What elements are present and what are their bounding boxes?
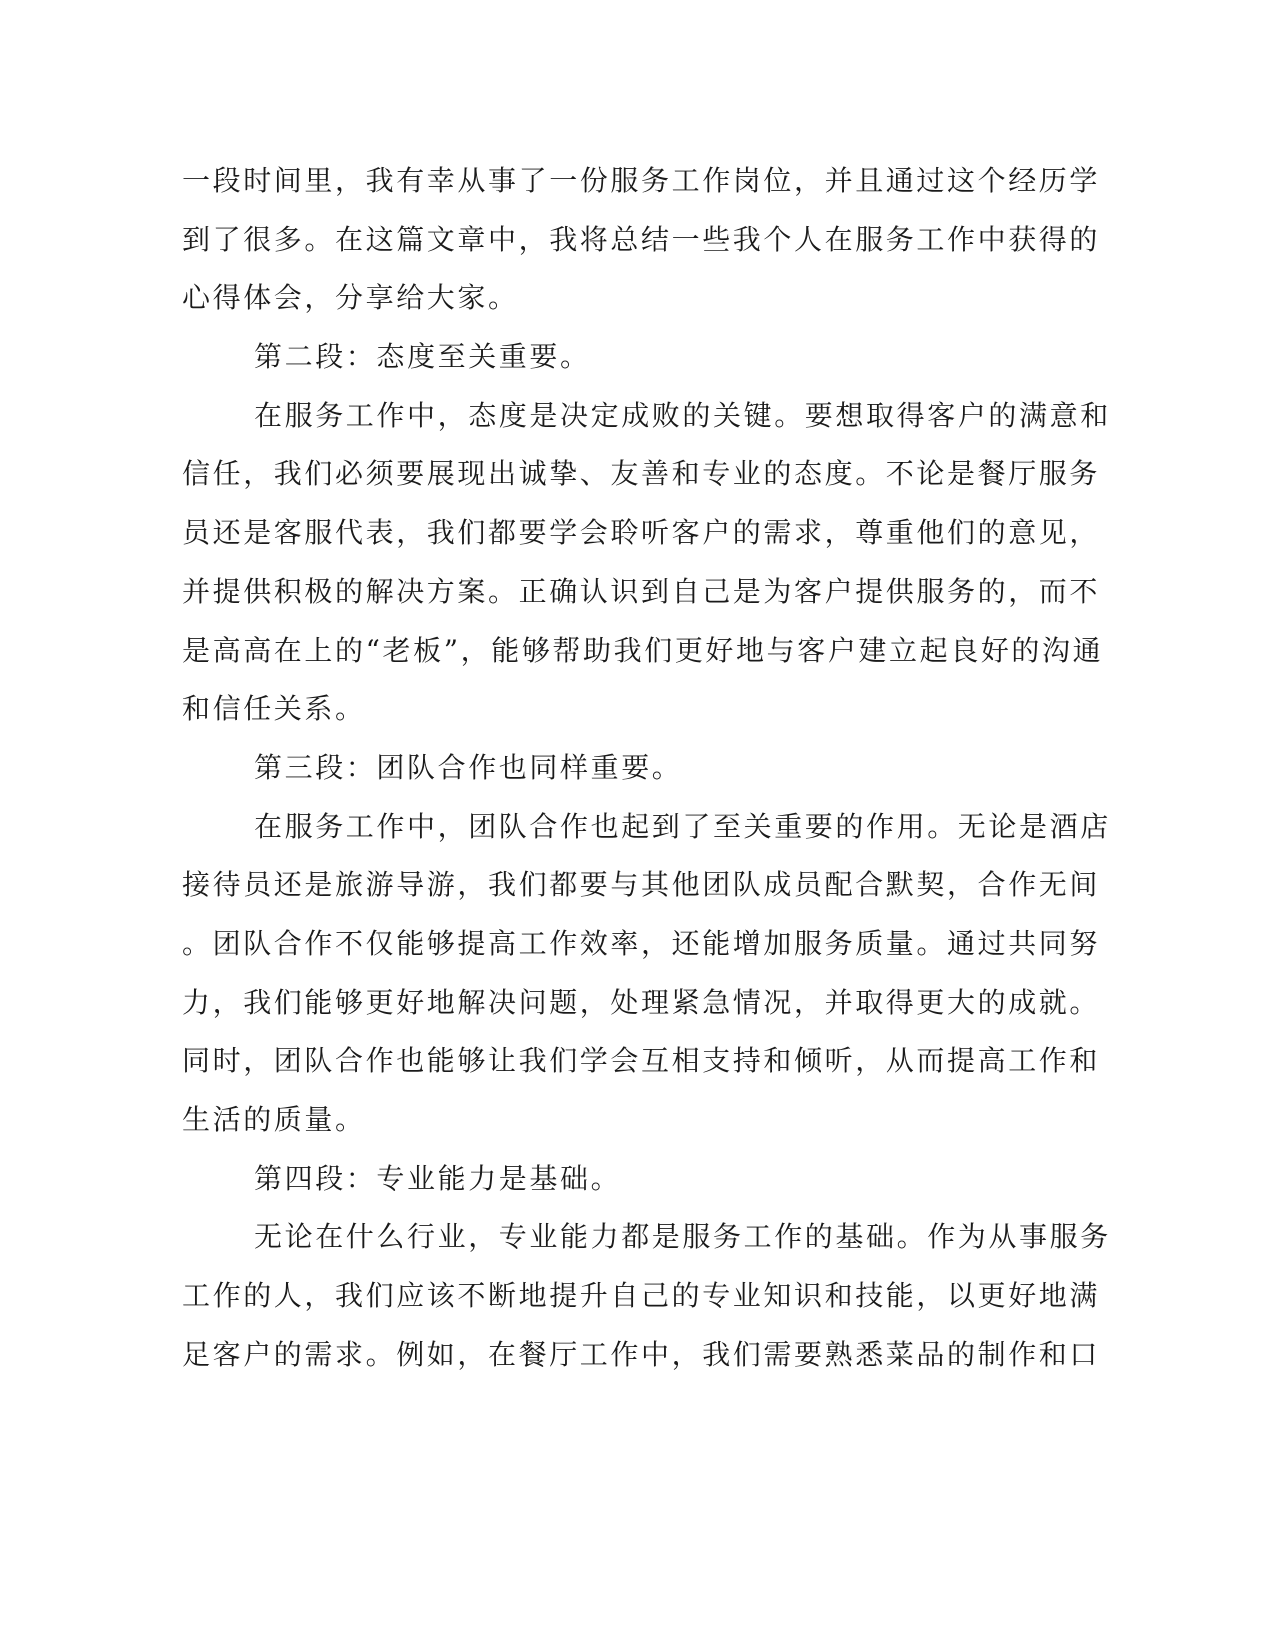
- text-line: 工作的人，我们应该不断地提升自己的专业知识和技能，以更好地满: [182, 1279, 1101, 1313]
- text-line: 到了很多。在这篇文章中，我将总结一些我个人在服务工作中获得的: [182, 222, 1101, 256]
- text-line: 。团队合作不仅能够提高工作效率，还能增加服务质量。通过共同努: [182, 926, 1101, 960]
- text-line: 员还是客服代表，我们都要学会聆听客户的需求，尊重他们的意见，: [182, 516, 1101, 550]
- text-line: 信任，我们必须要展现出诚挚、友善和专业的态度。不论是餐厅服务: [182, 457, 1101, 491]
- text-line: 在服务工作中，团队合作也起到了至关重要的作用。无论是酒店: [254, 809, 1111, 843]
- text-line: 力，我们能够更好地解决问题，处理紧急情况，并取得更大的成就。: [182, 985, 1101, 1019]
- text-line: 足客户的需求。例如，在餐厅工作中，我们需要熟悉菜品的制作和口: [182, 1337, 1101, 1371]
- text-line: 一段时间里，我有幸从事了一份服务工作岗位，并且通过这个经历学: [182, 164, 1101, 197]
- section-heading: 第二段：态度至关重要。: [254, 340, 591, 374]
- section-heading: 第四段：专业能力是基础。: [254, 1161, 622, 1195]
- text-line: 同时，团队合作也能够让我们学会互相支持和倾听，从而提高工作和: [182, 1044, 1101, 1078]
- section-heading: 第三段：团队合作也同样重要。: [254, 750, 683, 784]
- text-line: 并提供积极的解决方案。正确认识到自己是为客户提供服务的，而不: [182, 574, 1101, 608]
- text-line: 和信任关系。: [182, 692, 366, 726]
- text-line: 在服务工作中，态度是决定成败的关键。要想取得客户的满意和: [254, 398, 1111, 432]
- text-line: 接待员还是旅游导游，我们都要与其他团队成员配合默契，合作无间: [182, 868, 1101, 902]
- text-line: 生活的质量。: [182, 1103, 366, 1136]
- text-line: 心得体会，分享给大家。: [182, 281, 519, 315]
- document-body: [182, 152, 1111, 1384]
- text-line: 无论在什么行业，专业能力都是服务工作的基础。作为从事服务: [254, 1220, 1111, 1254]
- text-line: 是高高在上的“老板”，能够帮助我们更好地与客户建立起良好的沟通: [182, 633, 1104, 667]
